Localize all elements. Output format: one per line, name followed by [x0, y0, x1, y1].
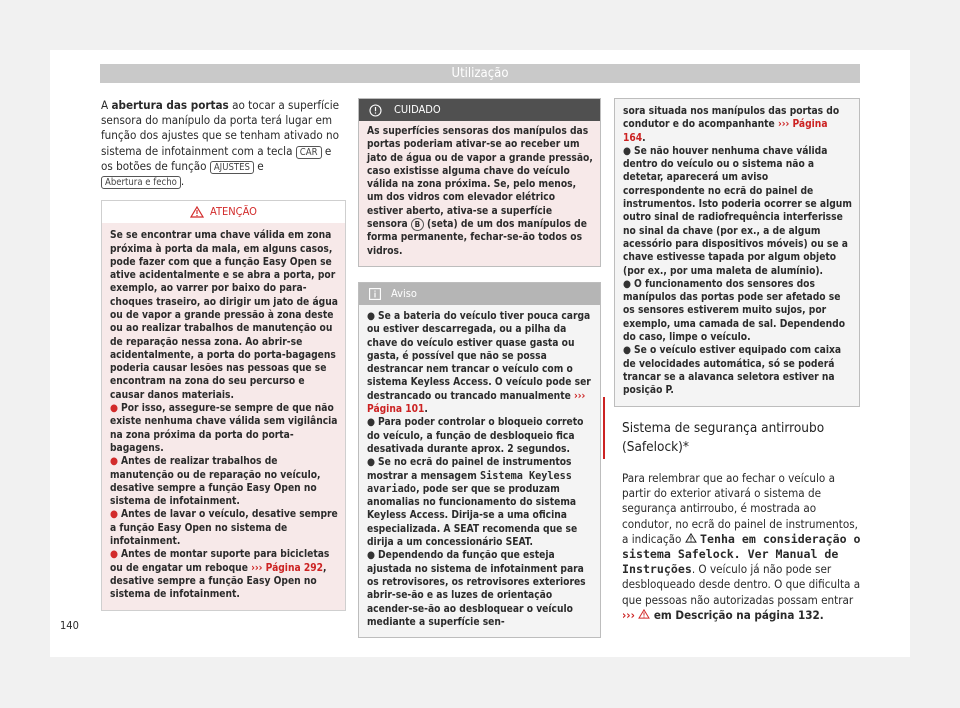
- atencao-header: [102, 201, 345, 223]
- list-item: ● Se não houver nenhuma chave válida dentro do veículo ou o sistema não a detetar, aparecerá um aviso correspondente no ecrã do painel de instrumentos. Isto poderia ocorrer se algum outro sinal de radiofrequência interferisse no sinal da chave (por ex., a de algum acessório para dispositivos móveis) ou se a chave estivesse tapada por algum objeto (por ex., por uma maleta de alumínio).: [623, 145, 852, 277]
- list-item: ● Para poder controlar o bloqueio correto do veículo, a função de desbloqueio fica desativada durante aprox. 2 segundos.: [367, 417, 584, 455]
- list-item: ● O funcionamento dos sensores dos manípulos das portas pode ser afetado se os sensores estiverem muito sujos, por exemplo, uma camada de sal. Dependendo do caso, limpe o veículo.: [623, 278, 846, 344]
- list-item: ● Se o veículo estiver equipado com caixa de velocidades automática, só se poderá trancar se a alavanca seletora estiver na posição P.: [623, 345, 842, 397]
- column-2: [358, 98, 601, 638]
- section-paragraph: Para relembrar que ao fechar o veículo a partir do exterior ativará o sistema de segurança antirroubo, é mostrada ao condutor, no ecrã do painel de instrumentos, a indicação Tenha em consideração o sistema Safelock. Ver Manual de Instruções. O veículo já não pode ser desbloqueado desde dentro. O que dificulta a que pessoas não autorizadas possam entrar ››› em Descrição na página 132.: [622, 471, 861, 622]
- atencao-paragraph: Se se encontrar uma chave válida em zona próxima à porta da mala, em alguns casos, pode fazer com que a função Easy Open se ative acidentalmente e se abra a porta, por exemplo, ao varrer por baixo do para-choques traseiro, ao dirigir um jato de água ou de vapor a grande pressão à zona deste ou ao realizar trabalhos de manutenção ou de reparação nessa zona. Ao abrir-se acidentalmente, a porta do porta-bagagens poderia causar lesões nas pessoas que se encontram na zona do seu percurso e causar danos materiais.: [110, 230, 338, 401]
- section-block: [622, 419, 862, 623]
- warning-icon: [638, 609, 650, 619]
- abertura-key: Abertura e fecho: [101, 176, 181, 189]
- info-square-icon: [369, 288, 381, 300]
- list-item: ● Antes de realizar trabalhos de manutenção ou de reparação no veículo, desative sempre a função Easy Open no sistema de infotainment.: [110, 456, 321, 508]
- page-header: Utilização: [100, 64, 860, 83]
- message-text: Sistema Keyless avariado: [367, 470, 572, 495]
- page-number: 140: [60, 619, 79, 632]
- page-ref-link[interactable]: ››› Página 101: [367, 390, 586, 416]
- section-title: Sistema de segurança antirroubo (Safelock)*: [622, 420, 825, 455]
- atencao-box: [101, 200, 346, 610]
- list-item: ● Se no ecrã do painel de instrumentos mostrar a mensagem Sistema Keyless avariado, pode ser que se produzam anomalias no funcionamento do sistema Keyless Access. Dirija-se a uma oficina especializada. A SEAT recomenda que se dirija a um concessionário SEAT.: [367, 457, 578, 549]
- list-item: ● Por isso, assegure-se sempre de que não existe nenhuma chave válida sem vigilância na zona próxima da porta do porta-bagagens.: [110, 403, 338, 454]
- continued-paragraph: sora situada nos manípulos das portas do condutor e do acompanhante ››› Página 164.: [623, 106, 840, 144]
- ajustes-key: AJUSTES: [210, 161, 254, 174]
- column-3: [614, 98, 860, 407]
- list-item: ● Dependendo da função que esteja ajustada no sistema de infotainment para os retrovisores, os retrovisores exteriores abrir-se-ão e as luzes de orientação acender-se-ão ao desbloquear o veículo mediante a superfície sen-: [367, 550, 586, 628]
- section-accent-bar: [603, 397, 605, 459]
- list-item: ● Antes de lavar o veículo, desative sempre a função Easy Open no sistema de infotainment.: [110, 509, 338, 548]
- cuidado-title: CUIDADO: [394, 103, 441, 116]
- page-ref-link[interactable]: ››› Página 292: [251, 562, 323, 574]
- list-item: ● Antes de montar suporte para bicicletas ou de engatar um reboque ››› Página 292, desative sempre a função Easy Open no sistema de infotainment.: [110, 549, 330, 601]
- marker-b: B: [411, 218, 424, 231]
- aviso-box: [358, 282, 601, 638]
- cuidado-header: [359, 99, 600, 121]
- aviso-body: [359, 305, 600, 637]
- ref-arrows[interactable]: ›››: [622, 607, 635, 622]
- cuidado-box: [358, 98, 601, 267]
- message-text: Tenha em consideração o sistema Safelock. Ver Manual de Instruções: [622, 531, 861, 577]
- warning-icon: [685, 533, 697, 543]
- intro-paragraph: A abertura das portas ao tocar a superfície sensora do manípulo da porta terá lugar em função dos ajustes que se tenham ativado no sistema de infotainment com a tecla CAR e os botões de função AJUSTES e Abertura e fecho .: [101, 98, 340, 189]
- aviso-continued-box: [614, 98, 860, 407]
- info-circle-icon: [369, 104, 382, 117]
- warning-icon: [190, 206, 204, 218]
- list-item: ● Se a bateria do veículo tiver pouca carga ou estiver descarregada, ou a pilha da chave do veículo estiver quase gasta ou gasta, é possível que não se possa destrancar nem trancar o veículo com o sistema Keyless Access. O veículo pode ser destrancado ou trancado manualmente ››› Página 101.: [367, 310, 591, 416]
- aviso-continued-body: [615, 99, 859, 406]
- cuidado-body: [359, 121, 600, 266]
- car-key: CAR: [296, 146, 322, 159]
- atencao-title: ATENÇÃO: [210, 205, 257, 219]
- page-ref-link[interactable]: ››› Página 164: [623, 119, 828, 144]
- column-1: [101, 98, 346, 611]
- cuidado-paragraph: As superfícies sensoras dos manípulos das portas poderiam ativar-se ao receber um jato de água ou de vapor a grande pressão, caso existisse alguma chave do veículo válida na zona próxima. Se, pelo menos, um dos vidros com elevador elétrico estiver aberto, ativa-se a superfície sensora B (seta) de um dos manípulos de forma permanente, fechar-se-ão todos os vidros.: [367, 126, 593, 257]
- aviso-title: Aviso: [391, 286, 417, 300]
- atencao-body: [102, 223, 345, 609]
- aviso-header: [359, 283, 600, 305]
